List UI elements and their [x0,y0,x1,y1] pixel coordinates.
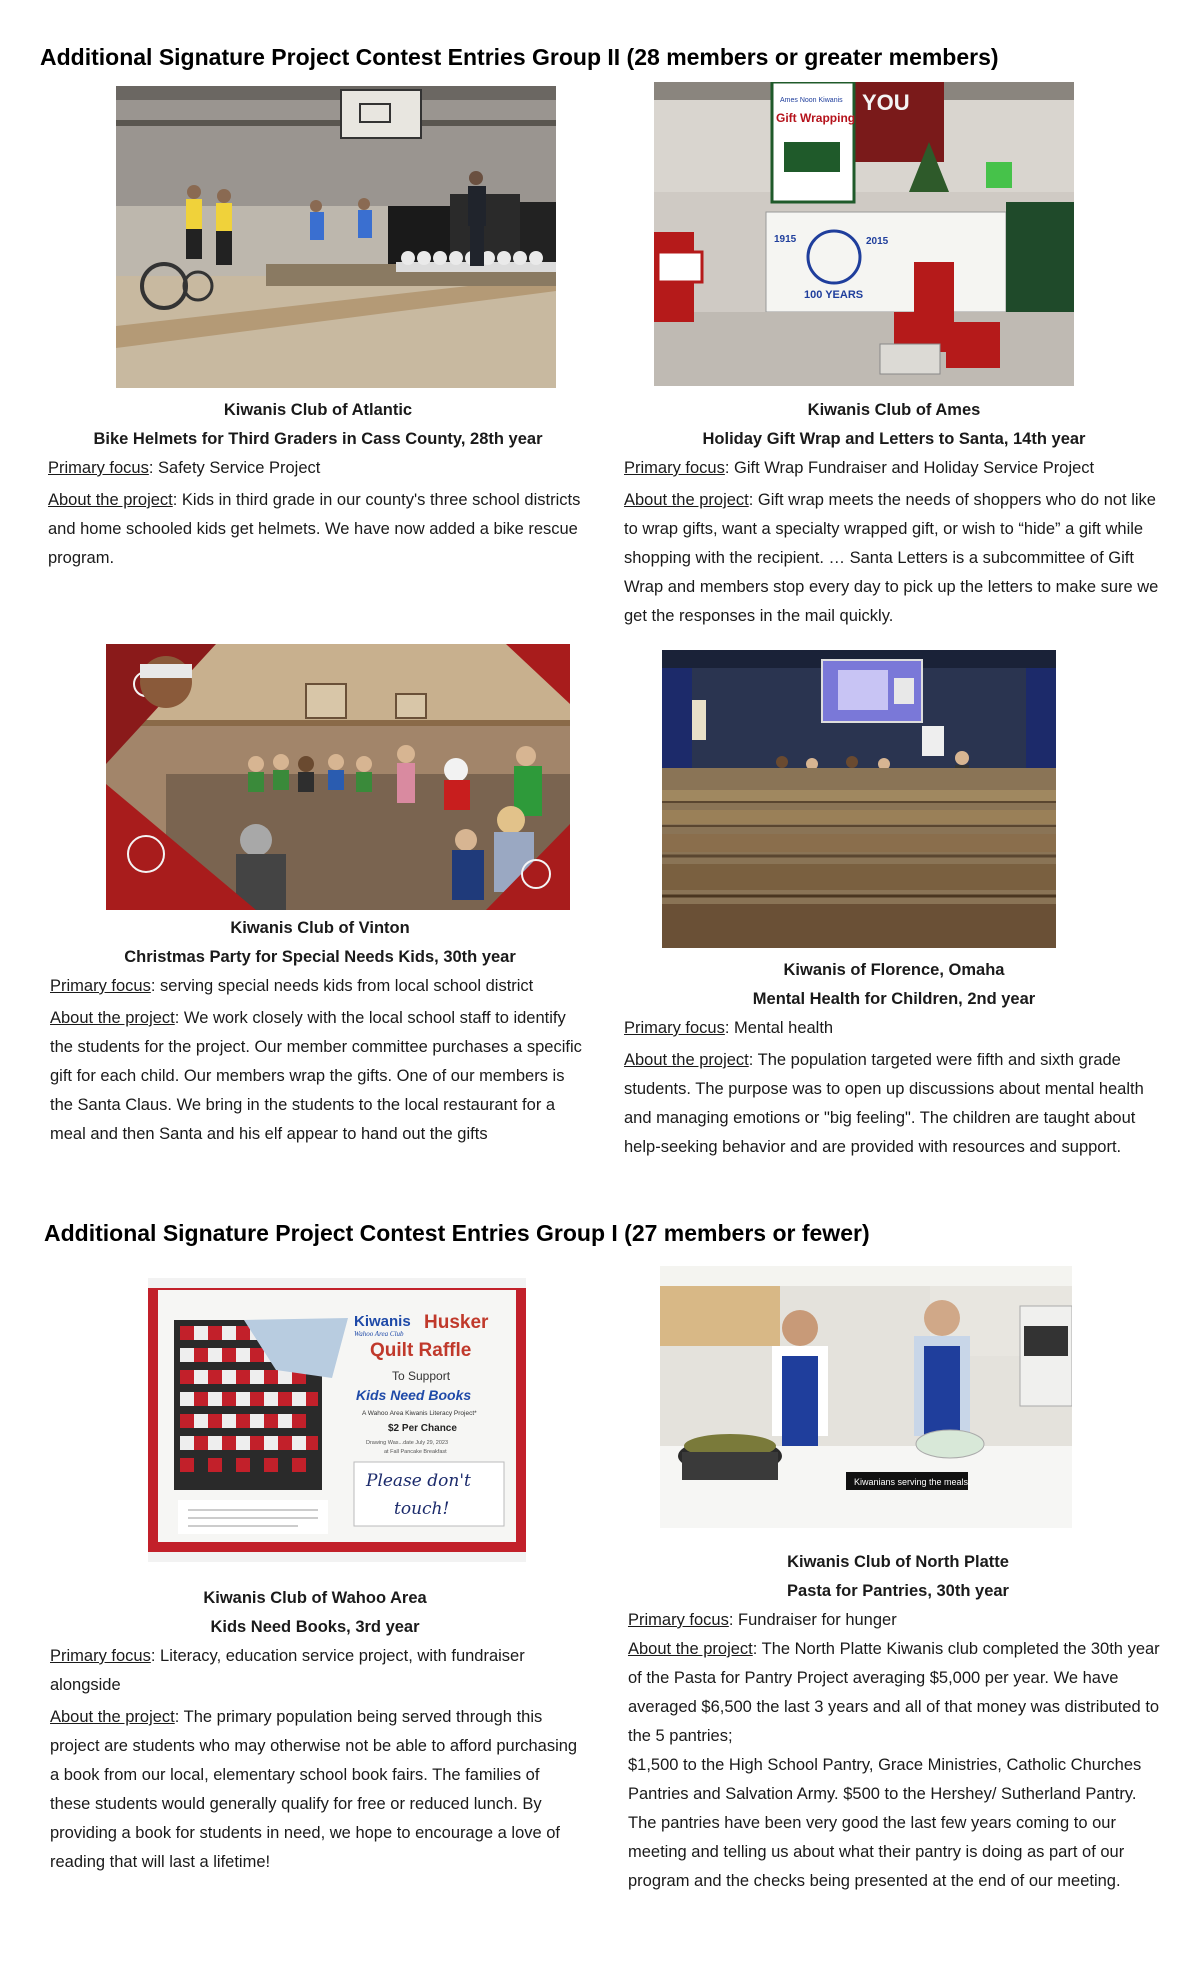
ames-project-title: Holiday Gift Wrap and Letters to Santa, 14th year [702,430,1086,448]
vinton-about-label: About the project [50,1009,175,1027]
atlantic-focus-label: Primary focus [48,459,149,477]
entry-vinton [50,914,590,1149]
entry-wahoo [50,1584,580,1877]
florence-focus-label: Primary focus [624,1019,725,1037]
wahoo-focus-text: : Literacy, education service project, with fundraiser alongside [50,1647,525,1694]
atlantic-photo [116,86,556,388]
wahoo-club-name: Kiwanis Club of Wahoo Area [203,1589,427,1607]
quilt-price: $2 Per Chance [388,1423,457,1434]
vinton-photo [106,644,570,910]
quilt-program: Kids Need Books [356,1387,472,1403]
ames-sign-line2: Gift Wrapping [776,111,856,125]
vinton-focus-label: Primary focus [50,977,151,995]
atlantic-about-text: : Kids in third grade in our county's three school districts and home schooled kids get helmets. We have now added a bike rescue program. [48,491,581,567]
ames-about-label: About the project [624,491,749,509]
group-1-heading: Additional Signature Project Contest Entries Group I (27 members or fewer) [44,1220,870,1246]
vinton-about-text: : We work closely with the local school staff to identify the students for the project. Our member committee purchases a specific gift for each child. Our members wrap the gifts. One of our members is the Santa Claus. We bring in the students to the local restaurant for a meal and then Santa and his elf appear to hand out the gifts [50,1009,582,1143]
entry-florence [624,956,1164,1162]
north-platte-focus [628,1606,1168,1635]
entry-atlantic [48,396,588,573]
north-platte-club-name: Kiwanis Club of North Platte [787,1553,1009,1571]
north-platte-about [628,1635,1168,1751]
quilt-drawing: Drawing Was...date July 29, 2023 [366,1440,449,1446]
ames-banner-year1: 1915 [774,234,797,245]
quilt-at: at Fall Pancake Breakfast [384,1449,447,1455]
ames-sign-line1: Ames Noon Kiwanis [780,97,843,104]
ames-about-text: : Gift wrap meets the needs of shoppers who do not like to wrap gifts, want a specialty wrapped gift, or wish to “hide” a gift while shopping with the recipient. … Santa Letters is a subcommittee of Gift Wrap and members stop every day to pick up the letters to make sure we get the responses in the mail quickly. [624,491,1159,625]
florence-focus-text: : Mental health [724,1019,834,1037]
atlantic-about [48,486,588,573]
atlantic-focus-text: : Safety Service Project [148,459,321,477]
wahoo-project-title: Kids Need Books, 3rd year [210,1618,420,1636]
wahoo-focus [50,1642,580,1700]
wahoo-focus-label: Primary focus [50,1647,151,1665]
north-platte-project-title: Pasta for Pantries, 30th year [787,1582,1009,1600]
florence-about-label: About the project [624,1051,749,1069]
florence-project-title: Mental Health for Children, 2nd year [752,990,1036,1008]
entry-north-platte [628,1548,1168,1896]
quilt-title-2: Quilt Raffle [370,1340,472,1361]
vinton-club-name: Kiwanis Club of Vinton [230,919,410,937]
quilt-title-1: Husker [424,1312,489,1333]
wahoo-about-text: : The primary population being served through this project are students who may otherwise not be able to afford purchasing a book from our local, elementary school book fairs. The families of these students would generally qualify for free or reduced lunch. By providing a book for students in need, we hope to encourage a love of reading that will last a lifetime! [50,1708,578,1871]
atlantic-project-title: Bike Helmets for Third Graders in Cass County, 28th year [93,430,543,448]
group-2-heading: Additional Signature Project Contest Entries Group II (28 members or greater members) [40,44,999,70]
north-platte-focus-text: : Fundraiser for hunger [728,1611,897,1629]
ames-about [624,486,1164,631]
ames-store-sign: YOU [862,90,910,115]
quilt-brand-sub: Wahoo Area Club [354,1330,404,1338]
north-platte-about-label: About the project [628,1640,753,1658]
ames-banner-year2: 2015 [866,236,889,247]
atlantic-focus [48,454,588,483]
north-platte-photo [660,1266,1072,1528]
ames-focus-text: : Gift Wrap Fundraiser and Holiday Service Project [724,459,1095,477]
wahoo-photo [148,1278,526,1562]
vinton-about [50,1004,590,1149]
florence-about-text: : The population targeted were fifth and sixth grade students. The purpose was to open up discussions about mental health and managing emotions or "big feeling". The children are taught about help-seeking behavior and are provided with resources and support. [624,1051,1144,1156]
ames-focus [624,454,1164,483]
wahoo-about [50,1703,580,1877]
quilt-sub: A Wahoo Area Kiwanis Literacy Project* [362,1410,477,1417]
entry-ames [624,396,1164,631]
florence-about [624,1046,1164,1162]
vinton-focus [50,972,590,1001]
florence-club-name: Kiwanis of Florence, Omaha [783,961,1005,979]
quilt-to-support: To Support [392,1369,451,1383]
north-platte-about-text: : The North Platte Kiwanis club completed the 30th year of the Pasta for Pantry Project averaging $5,000 per year. We have averaged $6,500 the last 3 years and all of that money was distributed to the 5 pantries; [628,1640,1160,1745]
ames-club-name: Kiwanis Club of Ames [807,401,981,419]
wahoo-about-label: About the project [50,1708,175,1726]
north-platte-focus-label: Primary focus [628,1611,729,1629]
quilt-note-line2: touch! [394,1499,450,1519]
ames-banner-100: 100 YEARS [804,289,864,301]
ames-photo [654,82,1074,386]
florence-photo [662,650,1056,948]
ames-focus-label: Primary focus [624,459,725,477]
vinton-focus-text: : serving special needs kids from local school district [150,977,534,995]
quilt-note-line1: Please don't [366,1471,471,1491]
pasta-caption: Kiwanians serving the meals. [854,1477,971,1487]
north-platte-about-2: $1,500 to the High School Pantry, Grace Ministries, Catholic Churches Pantries and Salvation Army. $500 to the Hershey/ Sutherland Pantry. The pantries have been very good the last few years coming to our meeting and telling us about what their pantry is doing as part of our program and the checks being presented at the end of our meeting. [628,1756,1142,1890]
quilt-brand: Kiwanis [354,1313,411,1330]
atlantic-club-name: Kiwanis Club of Atlantic [223,401,413,419]
florence-focus [624,1014,1164,1043]
atlantic-about-label: About the project [48,491,173,509]
vinton-project-title: Christmas Party for Special Needs Kids, 30th year [124,948,516,966]
